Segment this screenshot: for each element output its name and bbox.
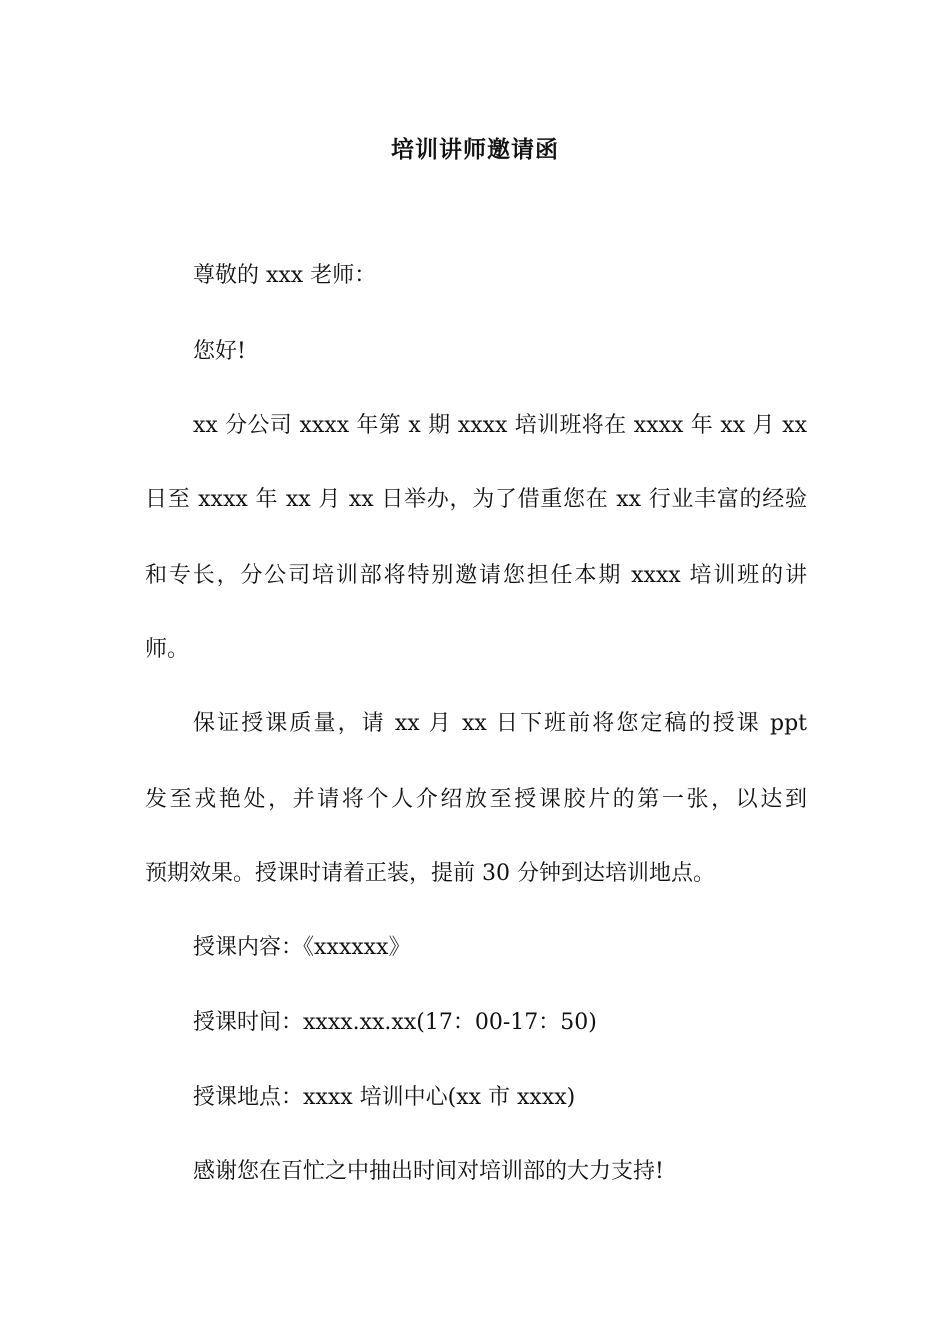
- paragraph2-line1: 保证授课质量，请 xx 月 xx 日下班前将您定稿的授课 ppt: [193, 711, 807, 736]
- paragraph1-line1: xx 分公司 xxxx 年第 x 期 xxxx 培训班将在 xxxx 年 xx 月 xx: [193, 413, 807, 438]
- paragraph2-line3: 预期效果。授课时请着正装，提前 30 分钟到达培训地点。: [145, 861, 715, 886]
- course-content: 授课内容：《xxxxxx》: [193, 935, 411, 960]
- paragraph1-line4: 师。: [145, 637, 190, 662]
- paragraph1-line2: 日至 xxxx 年 xx 月 xx 日举办，为了借重您在 xx 行业丰富的经验: [145, 487, 807, 512]
- greeting: 您好!: [193, 339, 246, 364]
- document-title: 培训讲师邀请函: [391, 136, 559, 163]
- paragraph2-line2: 发至戎艳处，并请将个人介绍放至授课胶片的第一张，以达到: [145, 787, 807, 812]
- salutation: 尊敬的 xxx 老师：: [193, 263, 377, 288]
- thanks-line: 感谢您在百忙之中抽出时间对培训部的大力支持!: [193, 1159, 664, 1184]
- paragraph1-line3: 和专长，分公司培训部将特别邀请您担任本期 xxxx 培训班的讲: [145, 563, 807, 588]
- course-location: 授课地点：xxxx 培训中心(xx 市 xxxx): [193, 1085, 576, 1110]
- course-time: 授课时间：xxxx.xx.xx(17：00-17：50): [193, 1010, 597, 1035]
